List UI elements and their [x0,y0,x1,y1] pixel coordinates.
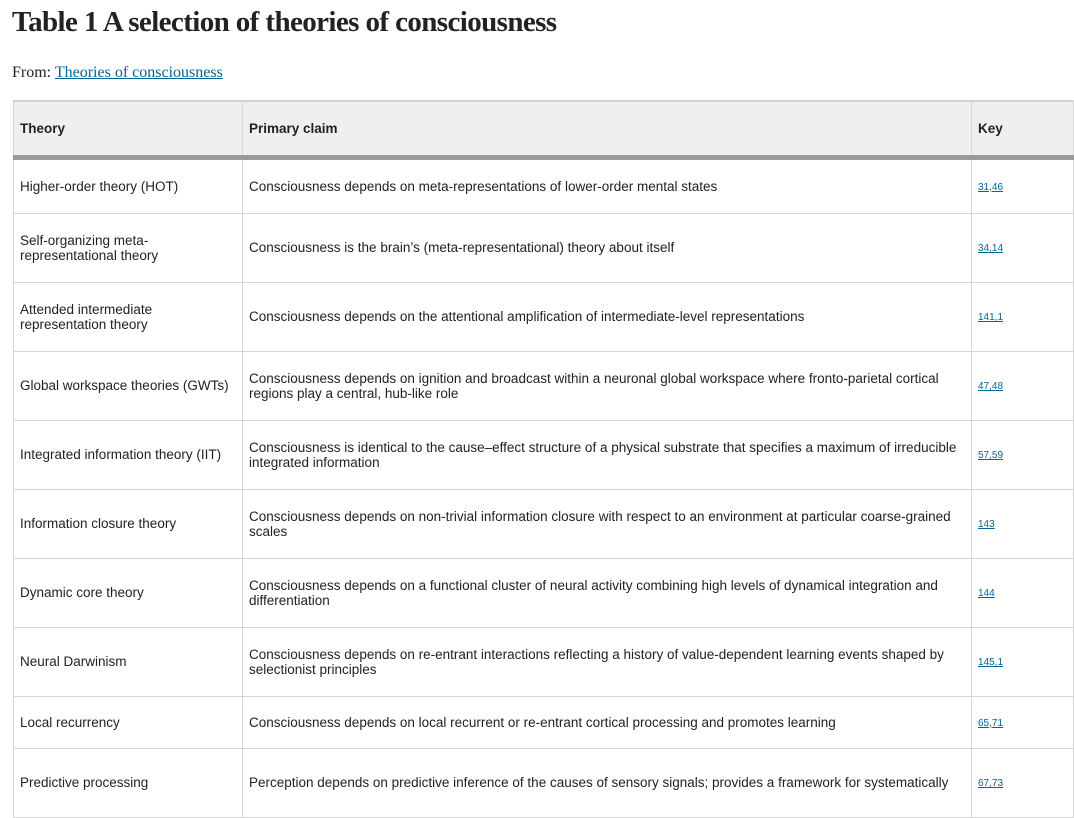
refs-cell [972,490,1074,559]
reference-link[interactable]: 141,1 [978,312,1004,324]
refs-cell [972,352,1074,421]
reference-link[interactable]: 65,71 [978,717,1004,729]
theory-cell: Self-organizing meta-representational theory [14,214,243,283]
theory-cell: Integrated information theory (IIT) [14,421,243,490]
theory-cell: Information closure theory [14,490,243,559]
column-header-primary-claim: Primary claim [243,101,972,158]
reference-link[interactable]: 57,59 [978,450,1004,462]
claim-cell: Consciousness depends on meta-representations of lower-order mental states [243,158,972,214]
column-header-theory: Theory [14,101,243,158]
table-row [14,559,1074,628]
reference-link[interactable]: 67,73 [978,778,1004,790]
from-label: From: [12,64,52,81]
theory-cell: Neural Darwinism [14,628,243,697]
refs-cell [972,749,1074,818]
reference-link[interactable]: 31,46 [978,181,1004,193]
claim-cell: Consciousness is the brain’s (meta-representational) theory about itself [243,214,972,283]
claim-cell: Consciousness depends on non-trivial information closure with respect to an environment at particular coarse-grained scales [243,490,972,559]
theories-table [13,100,1074,818]
table-header-row [14,101,1074,158]
refs-cell [972,421,1074,490]
theory-cell: Local recurrency [14,697,243,749]
claim-cell: Consciousness depends on re-entrant interactions reflecting a history of value-dependent learning events shaped by selectionist principles [243,628,972,697]
refs-cell [972,214,1074,283]
refs-cell [972,559,1074,628]
claim-cell: Consciousness depends on a functional cluster of neural activity combining high levels of dynamical integration and differentiation [243,559,972,628]
table-row [14,158,1074,214]
table-container[interactable] [13,100,1013,800]
theory-cell: Predictive processing [14,749,243,818]
table-row [14,214,1074,283]
claim-cell: Perception depends on predictive inference of the causes of sensory signals; provides a framework for systematically [243,749,972,818]
table-row [14,283,1074,352]
claim-cell: Consciousness depends on local recurrent or re-entrant cortical processing and promotes learning [243,697,972,749]
reference-link[interactable]: 34,14 [978,243,1004,255]
claim-cell: Consciousness depends on ignition and broadcast within a neuronal global workspace where fronto-parietal cortical regions play a central, hub-like role [243,352,972,421]
theory-cell: Attended intermediate representation theory [14,283,243,352]
refs-cell [972,283,1074,352]
refs-cell [972,158,1074,214]
page-title: Table 1 A selection of theories of consciousness [12,6,557,38]
column-header-key-refs: Key [972,101,1074,158]
source-article-link[interactable]: Theories of consciousness [54,64,223,81]
table-row [14,490,1074,559]
claim-cell: Consciousness is identical to the cause–effect structure of a physical substrate that specifies a maximum of irreducible integrated information [243,421,972,490]
table-row [14,421,1074,490]
table-row [14,697,1074,749]
table-row [14,749,1074,818]
refs-cell [972,628,1074,697]
reference-link[interactable]: 144 [978,588,995,600]
reference-link[interactable]: 145,1 [978,657,1004,669]
reference-link[interactable]: 47,48 [978,381,1004,393]
table-row [14,352,1074,421]
theory-cell: Higher-order theory (HOT) [14,158,243,214]
theory-cell: Dynamic core theory [14,559,243,628]
theory-cell: Global workspace theories (GWTs) [14,352,243,421]
reference-link[interactable]: 143 [978,519,995,531]
table-row [14,628,1074,697]
refs-cell [972,697,1074,749]
source-line [12,64,223,82]
claim-cell: Consciousness depends on the attentional amplification of intermediate-level representations [243,283,972,352]
